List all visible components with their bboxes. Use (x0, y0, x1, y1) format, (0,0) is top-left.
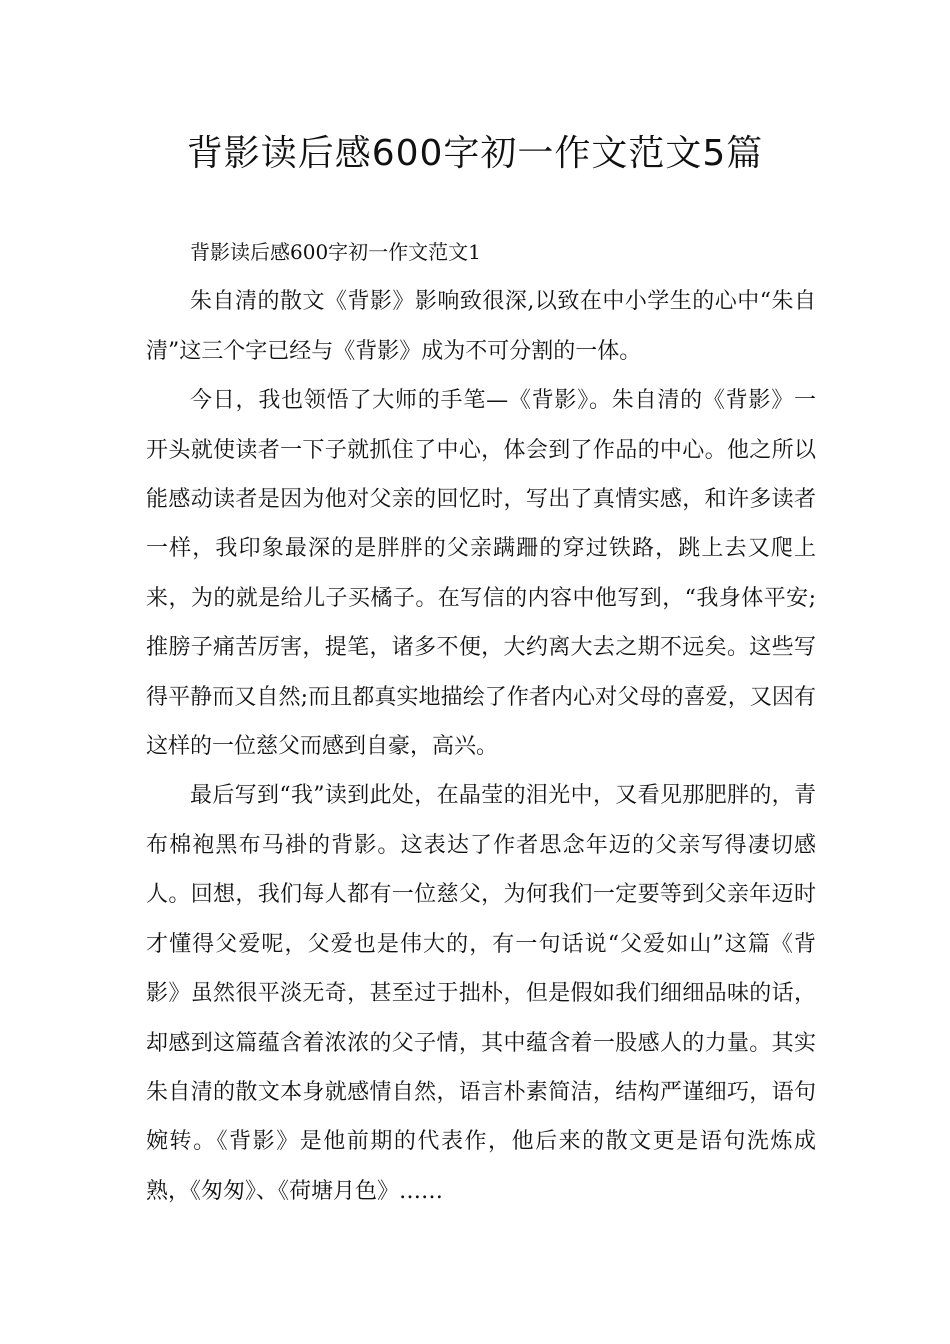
paragraph-3: 最后写到“我”读到此处，在晶莹的泪光中，又看见那肥胖的，青布棉袍黑布马褂的背影。这表达了作者思念年迈的父亲写得凄切感人。回想，我们每人都有一位慈父，为何我们一定要等到父亲年迈时才懂得父爱呢，父爱也是伟大的，有一句话说“父爱如山”这篇《背影》虽然很平淡无奇，甚至过于拙朴，但是假如我们细细品味的话，却感到这篇蕴含着浓浓的父子情，其中蕴含着一股感人的力量。其实朱自清的散文本身就感情自然，语言朴素简洁，结构严谨细巧，语句婉转。《背影》是他前期的代表作，他后来的散文更是语句洗炼成熟，《匆匆》、《荷塘月色》…… (146, 783, 816, 1204)
section-heading: 背影读后感600字初一作文范文1 (190, 240, 481, 264)
paragraph-2: 今日，我也领悟了大师的手笔—《背影》。朱自清的《背影》一开头就使读者一下子就抓住了中心，体会到了作品的中心。他之所以能感动读者是因为他对父亲的回忆时，写出了真情实感，和许多读者一样，我印象最深的是胖胖的父亲蹒跚的穿过铁路，跳上去又爬上来，为的就是给儿子买橘子。在写信的内容中他写到，“我身体平安;推膀子痛苦厉害，提笔，诸多不便，大约离大去之期不远矣。这些写得平静而又自然;而且都真实地描绘了作者内心对父母的喜爱，又因有这样的一位慈父而感到自豪，高兴。 (146, 388, 816, 760)
paragraph-1: 朱自清的散文《背影》影响致很深,以致在中小学生的心中“朱自清”这三个字已经与《背影》成为不可分割的一体。 (146, 289, 816, 364)
document-title: 背影读后感600字初一作文范文5篇 (186, 133, 764, 174)
document-body (146, 228, 816, 1216)
